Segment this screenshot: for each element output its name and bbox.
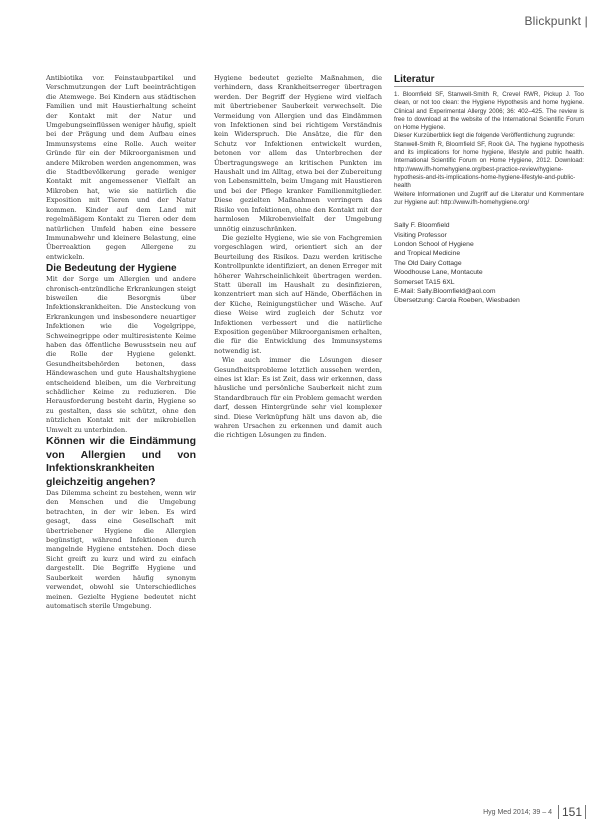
page-footer <box>483 805 586 819</box>
heading-literatur: Literatur <box>394 74 435 85</box>
literature-note: Dieser Kurzüberblick liegt die folgende Veröffentlichung zugrunde: <box>394 132 575 140</box>
page-number: 151 <box>558 805 586 819</box>
address-line: The Old Dairy Cottage <box>394 259 462 267</box>
literature-ref-2: Stanwell-Smith R, Bloomfield SF, Rook GA. The hygiene hypothesis and its implications for home hygiene, lifestyle and public health. International Scientific Forum on Home Hygiene, 2012. Download: http://www.ifh-homehygiene.org/best-practice-review/hygiene-hypothesis-and-its-implications-home-hygiene-lifestyle-and-public-health <box>394 140 584 190</box>
column-right <box>394 74 584 306</box>
heading-question: Können wir die Eindämmung von Allergien und von Infektionskrankheiten gleichzeitig angehen? <box>46 435 196 488</box>
translation-credit: Übersetzung: Carola Roeben, Wiesbaden <box>394 297 520 305</box>
middle-paragraph-1: Hygiene bedeutet gezielte Maßnahmen, die verhindern, dass Krankheitserreger übertragen werden. Der Begriff der Hygiene wird vielfach mit übertriebener Sauberkeit verwechselt. Die Vermeidung von Allergien und das Eindämmen von Infektionen sind bei richtigem Verständnis kein Widerspruch. Die Ansätze, die für den Schutz vor Infektionen entwickelt wurden, betonen vor allem das Unterbrechen der Übertragungswege an kritischen Punkten im Haushalt und im Alltag, etwa bei der Zubereitung von Lebensmitteln, beim Umgang mit Haustieren und bei der Pflege kranker Familienmitglieder. Diese gezielten Maßnahmen verringern das Risiko von Infektionen, ohne den Kontakt mit der harmlosen Mikrobenvielfalt der Umgebung unnötig einzuschränken. <box>214 74 382 233</box>
literatur-divider <box>394 86 584 87</box>
author-address <box>394 221 584 296</box>
address-line: London School of Hygiene <box>394 240 474 248</box>
question-paragraph: Das Dilemma scheint zu bestehen, wenn wir den Menschen und die Umgebung betrachten, in der wir leben. Es wird gesagt, dass eine Gesellschaft mit übertriebener Hygiene die Allergien begünstigt, während Infektionen durch mangelnde Hygiene entstehen. Doch diese Sicht greift zu kurz und wird zu einfach dargestellt. Die Begriffe Hygiene und Sauberkeit werden häufig synonym verwendet, obwohl sie Unterschiedliches meinen. Gezielte Hygiene bedeutet nicht automatisch sterile Umgebung. <box>46 489 196 610</box>
middle-paragraph-2: Die gezielte Hygiene, wie sie von Fachgremien vorgeschlagen wird, orientiert sich an der Beurteilung des Risikos. Dazu werden kritische Kontrollpunkte identifiziert, an denen Erreger mit höherer Wahrscheinlichkeit übertragen werden. Statt überall im Haushalt zu desinfizieren, konzentriert man sich auf Hände, Oberflächen in der Küche, Reinigungstücher und Wäsche. Auf diese Weise wird zugleich der Schutz vor Infektionen verbessert und die natürliche Exposition gegenüber Mikroorganismen erhalten, die für die Entwicklung des Immunsystems notwendig ist. <box>214 233 382 355</box>
journal-citation: Hyg Med 2014; 39 – 4 <box>483 808 552 816</box>
intro-paragraph: Antibiotika vor. Feinstaubpartikel und Verschmutzungen der Luft beeinträchtigen die Atemwege. Bei Kindern aus städtischen Familien und mit Haustierhaltung scheint der Kontakt mit der Natur und Umgebungseinflüssen weniger häufig, spielt bei der Prägung und dem Aufbau eines Immunsystems eine Rolle. Auch weiter Gründe für ein der Mikroorganismen und andere Mikroben werden angenommen, was die Stadtbevölkerung gerade weniger Kontakt mit angemessener Vielfalt an Mikroben hat, wie sie natürlich die Exposition mit Tieren und der Natur kommen. Kinder auf dem Land mit regelmäßigem Kontakt zu Tieren oder dem natürlichen Umfeld haben eine bessere Immunabwehr und kleinere Belastung, eine Überreaktion gegen Allergene zu entwickeln. <box>46 74 196 261</box>
literature-info: Weitere Informationen und Zugriff auf die Literatur und Kommentare zur Hygiene auf: http://www.ifh-homehygiene.org/ <box>394 190 584 206</box>
address-line: and Tropical Medicine <box>394 250 461 258</box>
middle-paragraph-3: Wie auch immer die Lösungen dieser Gesundheitsprobleme letztlich aussehen werden, eines ist klar: Es ist Zeit, dass wir erkennen, dass häusliche und persönliche Sauberkeit nicht zum Standardbrauch für ein Problem gemacht werden darf, dessen Hintergründe sehr viel komplexer sind. Diese Verknüpfung hält uns davon ab, die wahren Ursachen zu erkennen und damit auch die richtigen Lösungen zu finden. <box>214 356 382 440</box>
address-line: Somerset TA15 6XL <box>394 278 455 286</box>
author-name: Sally F. Bloomfield <box>394 222 450 230</box>
author-email: E-Mail: Sally.Bloomfield@aol.com <box>394 288 496 295</box>
column-left <box>46 74 196 611</box>
bedeutung-paragraph: Mit der Sorge um Allergien und andere chronisch-entzündliche Erkrankungen steigt bisweilen die Besorgnis über Infektionskrankheiten. Die Ansteckung von Erkrankungen und insbesondere neuartiger Infektionen wie die Vogelgrippe, Schweinegrippe oder multiresistente Keime haben das öffentliche Bewusstsein neu auf die Rolle der Hygiene gelenkt. Gesundheitsbehörden betonen, dass Händewaschen und gute Haushaltshygiene entscheidend bleiben, um die Verbreitung schädlicher Keime zu reduzieren. Die Herausforderung besteht darin, Hygiene so zu gestalten, dass sie schützt, ohne den nützlichen Kontakt mit der mikrobiellen Umwelt zu unterbinden. <box>46 275 196 434</box>
section-tag: Blickpunkt | <box>524 14 588 28</box>
column-middle <box>214 74 382 441</box>
heading-bedeutung: Die Bedeutung der Hygiene <box>46 263 177 275</box>
address-line: Visiting Professor <box>394 231 447 239</box>
literature-ref-1: 1. Bloomfield SF, Stanwell-Smith R, Crevel RWR, Pickup J. Too clean, or not too clean: the Hygiene Hypothesis and home hygiene. Clinical and Experimental Allergy 2006; 36: 402–425. The review is free to download at the website of the International Scientific Forum on Home Hygiene. <box>394 91 584 132</box>
address-line: Woodhouse Lane, Montacute <box>394 269 483 277</box>
